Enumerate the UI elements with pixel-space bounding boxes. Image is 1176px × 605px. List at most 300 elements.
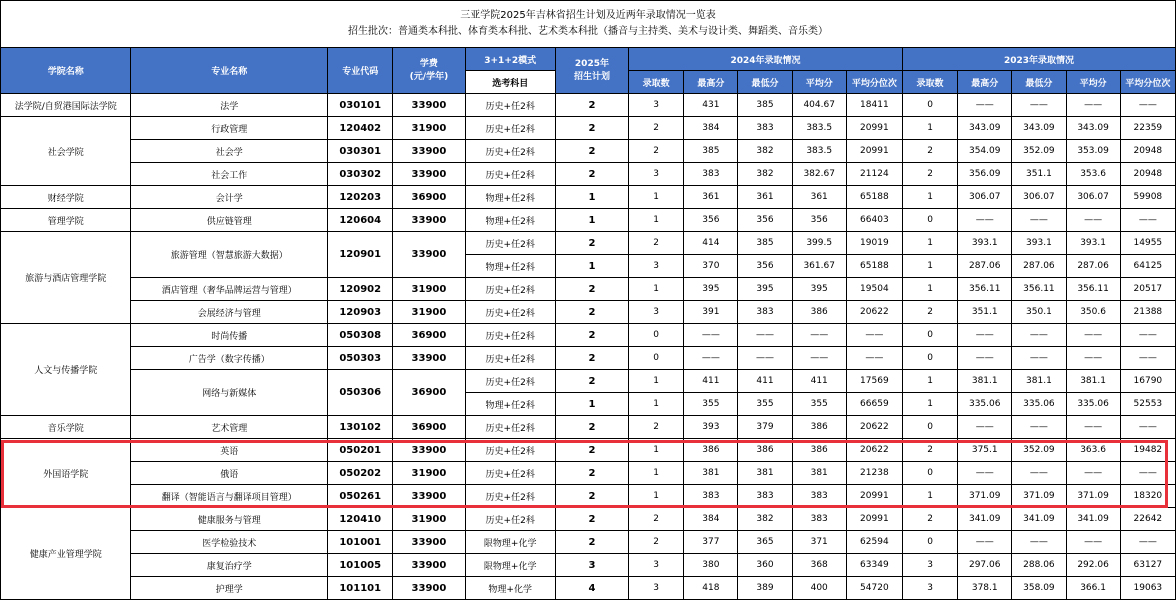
code-cell: 050261 [328, 485, 393, 508]
y2023-cell: 393.1 [1066, 232, 1120, 255]
title-cell [1, 1, 1176, 48]
college-cell: 人文与传播学院 [1, 324, 131, 416]
tuition-cell: 33900 [393, 577, 465, 600]
major-cell: 法学 [131, 94, 328, 117]
tuition-cell: 33900 [393, 531, 465, 554]
major-cell: 会展经济与管理 [131, 301, 328, 324]
y2023-cell: 335.06 [1012, 393, 1066, 416]
y2023-cell: 371.09 [1012, 485, 1066, 508]
y2023-cell: —— [1066, 324, 1120, 347]
major-cell: 网络与新媒体 [131, 370, 328, 416]
y2023-cell: 351.1 [958, 301, 1012, 324]
subject-cell: 物理+任2科 [465, 255, 555, 278]
y2024-cell: 1 [629, 485, 684, 508]
y2023-cell: 2 [902, 301, 957, 324]
header-subject: 选考科目 [465, 71, 555, 94]
y2024-cell: 20622 [846, 439, 902, 462]
y2024-cell: 386 [792, 439, 846, 462]
y2023-cell: 1 [902, 370, 957, 393]
table-row [1, 324, 1176, 347]
y2023-cell: 356.11 [1012, 278, 1066, 301]
code-cell: 120410 [328, 508, 393, 531]
subject-cell: 物理+任2科 [465, 209, 555, 232]
y2024-cell: 383 [738, 117, 792, 140]
y2024-cell: —— [738, 324, 792, 347]
y2024-cell: 20991 [846, 140, 902, 163]
tuition-cell: 33900 [393, 485, 465, 508]
y2024-cell: 414 [684, 232, 738, 255]
code-cell: 120901 [328, 232, 393, 278]
major-cell: 护理学 [131, 577, 328, 600]
y2023-cell: —— [1120, 324, 1175, 347]
major-cell: 社会学 [131, 140, 328, 163]
y2023-cell: —— [1120, 94, 1175, 117]
y2023-cell: 381.1 [1012, 370, 1066, 393]
y2023-cell: 63127 [1120, 554, 1175, 577]
y2024-cell: 3 [629, 301, 684, 324]
y2024-cell: 65188 [846, 186, 902, 209]
y2023-cell: —— [1066, 531, 1120, 554]
tuition-cell: 36900 [393, 186, 465, 209]
plan-cell: 2 [555, 301, 628, 324]
y2023-cell: —— [1066, 94, 1120, 117]
header-mode: 3+1+2模式 [465, 48, 555, 71]
y2023-cell: 0 [902, 416, 957, 439]
y2024-cell: 3 [629, 554, 684, 577]
y2024-cell: 54720 [846, 577, 902, 600]
subject-cell: 历史+任2科 [465, 485, 555, 508]
y2024-cell: 371 [792, 531, 846, 554]
code-cell: 030301 [328, 140, 393, 163]
y2024-cell: 383 [684, 485, 738, 508]
tuition-cell: 33900 [393, 94, 465, 117]
subject-cell: 历史+任2科 [465, 508, 555, 531]
y2023-cell: —— [1066, 347, 1120, 370]
plan-cell: 2 [555, 163, 628, 186]
table-row [1, 370, 1176, 393]
table-row [1, 416, 1176, 439]
y2024-cell: 395 [738, 278, 792, 301]
y2023-cell: 287.06 [958, 255, 1012, 278]
y2024-cell: 2 [629, 140, 684, 163]
table-row [1, 531, 1176, 554]
y2023-cell: 352.09 [1012, 140, 1066, 163]
y2024-cell: 384 [684, 508, 738, 531]
y2023-cell: 1 [902, 485, 957, 508]
y2023-cell: 353.09 [1066, 140, 1120, 163]
plan-cell: 2 [555, 462, 628, 485]
y2023-cell: —— [1066, 462, 1120, 485]
plan-cell: 2 [555, 370, 628, 393]
y2024-cell: 391 [684, 301, 738, 324]
y2023-cell: 341.09 [1012, 508, 1066, 531]
code-cell: 101101 [328, 577, 393, 600]
y2023-cell: 52553 [1120, 393, 1175, 416]
code-cell: 120903 [328, 301, 393, 324]
major-cell: 翻译（智能语言与翻译项目管理） [131, 485, 328, 508]
code-cell: 030101 [328, 94, 393, 117]
y2023-cell: —— [1012, 324, 1066, 347]
subject-cell: 历史+任2科 [465, 94, 555, 117]
header-2024-rank: 平均分位次 [846, 71, 902, 94]
y2023-cell: —— [958, 462, 1012, 485]
y2024-cell: 1 [629, 439, 684, 462]
y2024-cell: 3 [629, 163, 684, 186]
y2023-cell: 341.09 [1066, 508, 1120, 531]
y2024-cell: 2 [629, 531, 684, 554]
y2024-cell: 19019 [846, 232, 902, 255]
y2023-cell: —— [1120, 531, 1175, 554]
y2023-cell: 0 [902, 347, 957, 370]
y2023-cell: 1 [902, 232, 957, 255]
y2024-cell: 380 [684, 554, 738, 577]
y2024-cell: 2 [629, 232, 684, 255]
plan-cell: 2 [555, 508, 628, 531]
college-cell: 管理学院 [1, 209, 131, 232]
y2023-cell: —— [1120, 462, 1175, 485]
header-2024: 2024年录取情况 [629, 48, 903, 71]
y2023-cell: 297.06 [958, 554, 1012, 577]
y2023-cell: —— [1120, 416, 1175, 439]
y2023-cell: —— [958, 347, 1012, 370]
y2024-cell: 361 [738, 186, 792, 209]
major-cell: 旅游管理（智慧旅游大数据） [131, 232, 328, 278]
major-cell: 会计学 [131, 186, 328, 209]
y2023-cell: 306.07 [1012, 186, 1066, 209]
table-row [1, 508, 1176, 531]
y2024-cell: 361.67 [792, 255, 846, 278]
tuition-cell: 36900 [393, 324, 465, 347]
y2024-cell: 385 [738, 232, 792, 255]
subject-cell: 历史+任2科 [465, 301, 555, 324]
y2023-cell: 292.06 [1066, 554, 1120, 577]
header-2023-avg: 平均分 [1066, 71, 1120, 94]
major-cell: 健康服务与管理 [131, 508, 328, 531]
y2023-cell: 356.09 [958, 163, 1012, 186]
y2024-cell: 381 [684, 462, 738, 485]
y2023-cell: 341.09 [958, 508, 1012, 531]
header-2023-count: 录取数 [902, 71, 957, 94]
tuition-cell: 31900 [393, 278, 465, 301]
y2023-cell: 0 [902, 531, 957, 554]
y2023-cell: 343.09 [958, 117, 1012, 140]
table-row [1, 140, 1176, 163]
y2024-cell: 418 [684, 577, 738, 600]
plan-cell: 2 [555, 324, 628, 347]
y2023-cell: 21388 [1120, 301, 1175, 324]
y2024-cell: 361 [684, 186, 738, 209]
header-2023-max: 最高分 [958, 71, 1012, 94]
header-code: 专业代码 [328, 48, 393, 94]
y2024-cell: 395 [792, 278, 846, 301]
major-cell: 俄语 [131, 462, 328, 485]
y2023-cell: 356.11 [958, 278, 1012, 301]
y2023-cell: —— [1120, 347, 1175, 370]
y2023-cell: 20948 [1120, 140, 1175, 163]
y2023-cell: —— [1012, 462, 1066, 485]
y2024-cell: 381 [792, 462, 846, 485]
tuition-cell: 31900 [393, 117, 465, 140]
y2023-cell: 306.07 [958, 186, 1012, 209]
y2023-cell: 363.6 [1066, 439, 1120, 462]
table-row [1, 347, 1176, 370]
y2024-cell: 65188 [846, 255, 902, 278]
header-plan: 2025年 招生计划 [555, 48, 628, 94]
y2024-cell: 17569 [846, 370, 902, 393]
y2023-cell: —— [1120, 209, 1175, 232]
y2023-cell: 22642 [1120, 508, 1175, 531]
plan-cell: 2 [555, 531, 628, 554]
y2023-cell: 0 [902, 209, 957, 232]
y2023-cell: —— [958, 416, 1012, 439]
y2023-cell: —— [1012, 209, 1066, 232]
y2023-cell: —— [958, 324, 1012, 347]
y2023-cell: 1 [902, 117, 957, 140]
plan-cell: 4 [555, 577, 628, 600]
tuition-cell: 31900 [393, 462, 465, 485]
y2024-cell: 2 [629, 508, 684, 531]
y2024-cell: 19504 [846, 278, 902, 301]
y2023-cell: —— [1012, 531, 1066, 554]
page-subtitle: 招生批次：普通类本科批、体育类本科批、艺术类本科批（播音与主持类、美术与设计类、舞蹈类、音乐类） [348, 26, 828, 37]
y2024-cell: —— [846, 324, 902, 347]
y2024-cell: 63349 [846, 554, 902, 577]
tuition-cell: 31900 [393, 508, 465, 531]
plan-cell: 2 [555, 232, 628, 255]
tuition-cell: 33900 [393, 209, 465, 232]
y2023-cell: 366.1 [1066, 577, 1120, 600]
subject-cell: 物理+任2科 [465, 186, 555, 209]
table-row [1, 301, 1176, 324]
table-row [1, 485, 1176, 508]
y2024-cell: 356 [738, 209, 792, 232]
y2023-cell: 358.09 [1012, 577, 1066, 600]
y2024-cell: 1 [629, 393, 684, 416]
plan-cell: 2 [555, 117, 628, 140]
y2023-cell: —— [1066, 416, 1120, 439]
major-cell: 酒店管理（奢华品牌运营与管理） [131, 278, 328, 301]
code-cell: 050201 [328, 439, 393, 462]
code-cell: 050303 [328, 347, 393, 370]
y2023-cell: 1 [902, 393, 957, 416]
y2023-cell: 306.07 [1066, 186, 1120, 209]
y2024-cell: 377 [684, 531, 738, 554]
table-row [1, 278, 1176, 301]
tuition-cell: 36900 [393, 416, 465, 439]
subject-cell: 历史+任2科 [465, 462, 555, 485]
y2024-cell: 1 [629, 186, 684, 209]
header-major: 专业名称 [131, 48, 328, 94]
y2024-cell: 3 [629, 94, 684, 117]
college-cell: 音乐学院 [1, 416, 131, 439]
y2024-cell: —— [684, 347, 738, 370]
y2024-cell: 382.67 [792, 163, 846, 186]
y2024-cell: 361 [792, 186, 846, 209]
y2024-cell: 385 [684, 140, 738, 163]
y2023-cell: —— [958, 531, 1012, 554]
y2023-cell: 2 [902, 508, 957, 531]
y2024-cell: 368 [792, 554, 846, 577]
code-cell: 130102 [328, 416, 393, 439]
y2024-cell: 404.67 [792, 94, 846, 117]
y2024-cell: 66403 [846, 209, 902, 232]
y2023-cell: 350.6 [1066, 301, 1120, 324]
subject-cell: 历史+任2科 [465, 232, 555, 255]
y2024-cell: 395 [684, 278, 738, 301]
plan-cell: 2 [555, 416, 628, 439]
y2023-cell: 2 [902, 439, 957, 462]
y2024-cell: 21124 [846, 163, 902, 186]
y2023-cell: 287.06 [1012, 255, 1066, 278]
subject-cell: 历史+任2科 [465, 439, 555, 462]
y2024-cell: 431 [684, 94, 738, 117]
y2024-cell: 386 [684, 439, 738, 462]
y2023-cell: 393.1 [958, 232, 1012, 255]
y2024-cell: 20991 [846, 485, 902, 508]
y2023-cell: 0 [902, 94, 957, 117]
y2023-cell: 335.06 [958, 393, 1012, 416]
table-row [1, 439, 1176, 462]
plan-cell: 2 [555, 140, 628, 163]
y2023-cell: 375.1 [958, 439, 1012, 462]
y2024-cell: 383 [684, 163, 738, 186]
tuition-cell: 33900 [393, 232, 465, 278]
y2024-cell: 399.5 [792, 232, 846, 255]
y2023-cell: 371.09 [1066, 485, 1120, 508]
table-row [1, 554, 1176, 577]
college-cell: 旅游与酒店管理学院 [1, 232, 131, 324]
tuition-cell: 33900 [393, 439, 465, 462]
y2024-cell: 355 [684, 393, 738, 416]
y2024-cell: 3 [629, 577, 684, 600]
subject-cell: 历史+任2科 [465, 370, 555, 393]
subject-cell: 历史+任2科 [465, 347, 555, 370]
table-row [1, 186, 1176, 209]
y2024-cell: 356 [684, 209, 738, 232]
y2023-cell: —— [958, 94, 1012, 117]
header-2023-min: 最低分 [1012, 71, 1066, 94]
header-2023: 2023年录取情况 [902, 48, 1175, 71]
code-cell: 120902 [328, 278, 393, 301]
plan-cell: 3 [555, 554, 628, 577]
major-cell: 康复治疗学 [131, 554, 328, 577]
y2024-cell: 1 [629, 370, 684, 393]
y2024-cell: 383 [738, 485, 792, 508]
y2023-cell: 22359 [1120, 117, 1175, 140]
y2024-cell: 385 [738, 94, 792, 117]
subject-cell: 限物理+化学 [465, 531, 555, 554]
y2024-cell: 383 [792, 485, 846, 508]
y2024-cell: 400 [792, 577, 846, 600]
y2023-cell: 335.06 [1066, 393, 1120, 416]
code-cell: 030302 [328, 163, 393, 186]
header-college: 学院名称 [1, 48, 131, 94]
y2023-cell: —— [958, 209, 1012, 232]
subject-cell: 历史+任2科 [465, 416, 555, 439]
y2024-cell: 0 [629, 347, 684, 370]
y2023-cell: 352.09 [1012, 439, 1066, 462]
y2024-cell: 1 [629, 462, 684, 485]
y2023-cell: 381.1 [1066, 370, 1120, 393]
header-2024-avg: 平均分 [792, 71, 846, 94]
major-cell: 英语 [131, 439, 328, 462]
college-cell: 社会学院 [1, 117, 131, 186]
y2024-cell: —— [792, 347, 846, 370]
y2023-cell: 354.09 [958, 140, 1012, 163]
y2024-cell: 393 [684, 416, 738, 439]
college-cell: 法学院/自贸港国际法学院 [1, 94, 131, 117]
y2023-cell: —— [1012, 416, 1066, 439]
y2023-cell: 1 [902, 186, 957, 209]
subject-cell: 历史+任2科 [465, 140, 555, 163]
y2024-cell: 356 [792, 209, 846, 232]
y2023-cell: 16790 [1120, 370, 1175, 393]
y2024-cell: 379 [738, 416, 792, 439]
code-cell: 120604 [328, 209, 393, 232]
y2024-cell: 1 [629, 278, 684, 301]
y2024-cell: 20991 [846, 508, 902, 531]
y2023-cell: 0 [902, 324, 957, 347]
y2024-cell: 384 [684, 117, 738, 140]
tuition-cell: 33900 [393, 347, 465, 370]
y2023-cell: 343.09 [1066, 117, 1120, 140]
y2024-cell: 62594 [846, 531, 902, 554]
major-cell: 社会工作 [131, 163, 328, 186]
major-cell: 时尚传播 [131, 324, 328, 347]
y2024-cell: 383.5 [792, 117, 846, 140]
subject-cell: 物理+任2科 [465, 393, 555, 416]
tuition-cell: 36900 [393, 370, 465, 416]
y2023-cell: 287.06 [1066, 255, 1120, 278]
table-row [1, 163, 1176, 186]
y2024-cell: —— [684, 324, 738, 347]
y2023-cell: 351.1 [1012, 163, 1066, 186]
tuition-cell: 31900 [393, 301, 465, 324]
college-cell: 健康产业管理学院 [1, 508, 131, 600]
y2024-cell: 411 [684, 370, 738, 393]
y2023-cell: 350.1 [1012, 301, 1066, 324]
y2023-cell: 2 [902, 163, 957, 186]
y2024-cell: —— [846, 347, 902, 370]
college-cell: 外国语学院 [1, 439, 131, 508]
y2023-cell: 59908 [1120, 186, 1175, 209]
y2023-cell: —— [1012, 347, 1066, 370]
table-row [1, 232, 1176, 255]
subject-cell: 历史+任2科 [465, 163, 555, 186]
code-cell: 050306 [328, 370, 393, 416]
y2023-cell: 2 [902, 140, 957, 163]
y2024-cell: 1 [629, 209, 684, 232]
subject-cell: 历史+任2科 [465, 278, 555, 301]
y2024-cell: 389 [738, 577, 792, 600]
major-cell: 供应链管理 [131, 209, 328, 232]
code-cell: 101001 [328, 531, 393, 554]
y2023-cell: 3 [902, 554, 957, 577]
subject-cell: 历史+任2科 [465, 117, 555, 140]
table-row [1, 209, 1176, 232]
header-2023-rank: 平均分位次 [1120, 71, 1175, 94]
y2024-cell: 0 [629, 324, 684, 347]
y2024-cell: 20991 [846, 117, 902, 140]
y2023-cell: 353.6 [1066, 163, 1120, 186]
y2023-cell: 3 [902, 577, 957, 600]
y2024-cell: 381 [738, 462, 792, 485]
plan-cell: 1 [555, 393, 628, 416]
y2024-cell: 383.5 [792, 140, 846, 163]
major-cell: 广告学（数字传播） [131, 347, 328, 370]
code-cell: 050308 [328, 324, 393, 347]
table-row [1, 462, 1176, 485]
